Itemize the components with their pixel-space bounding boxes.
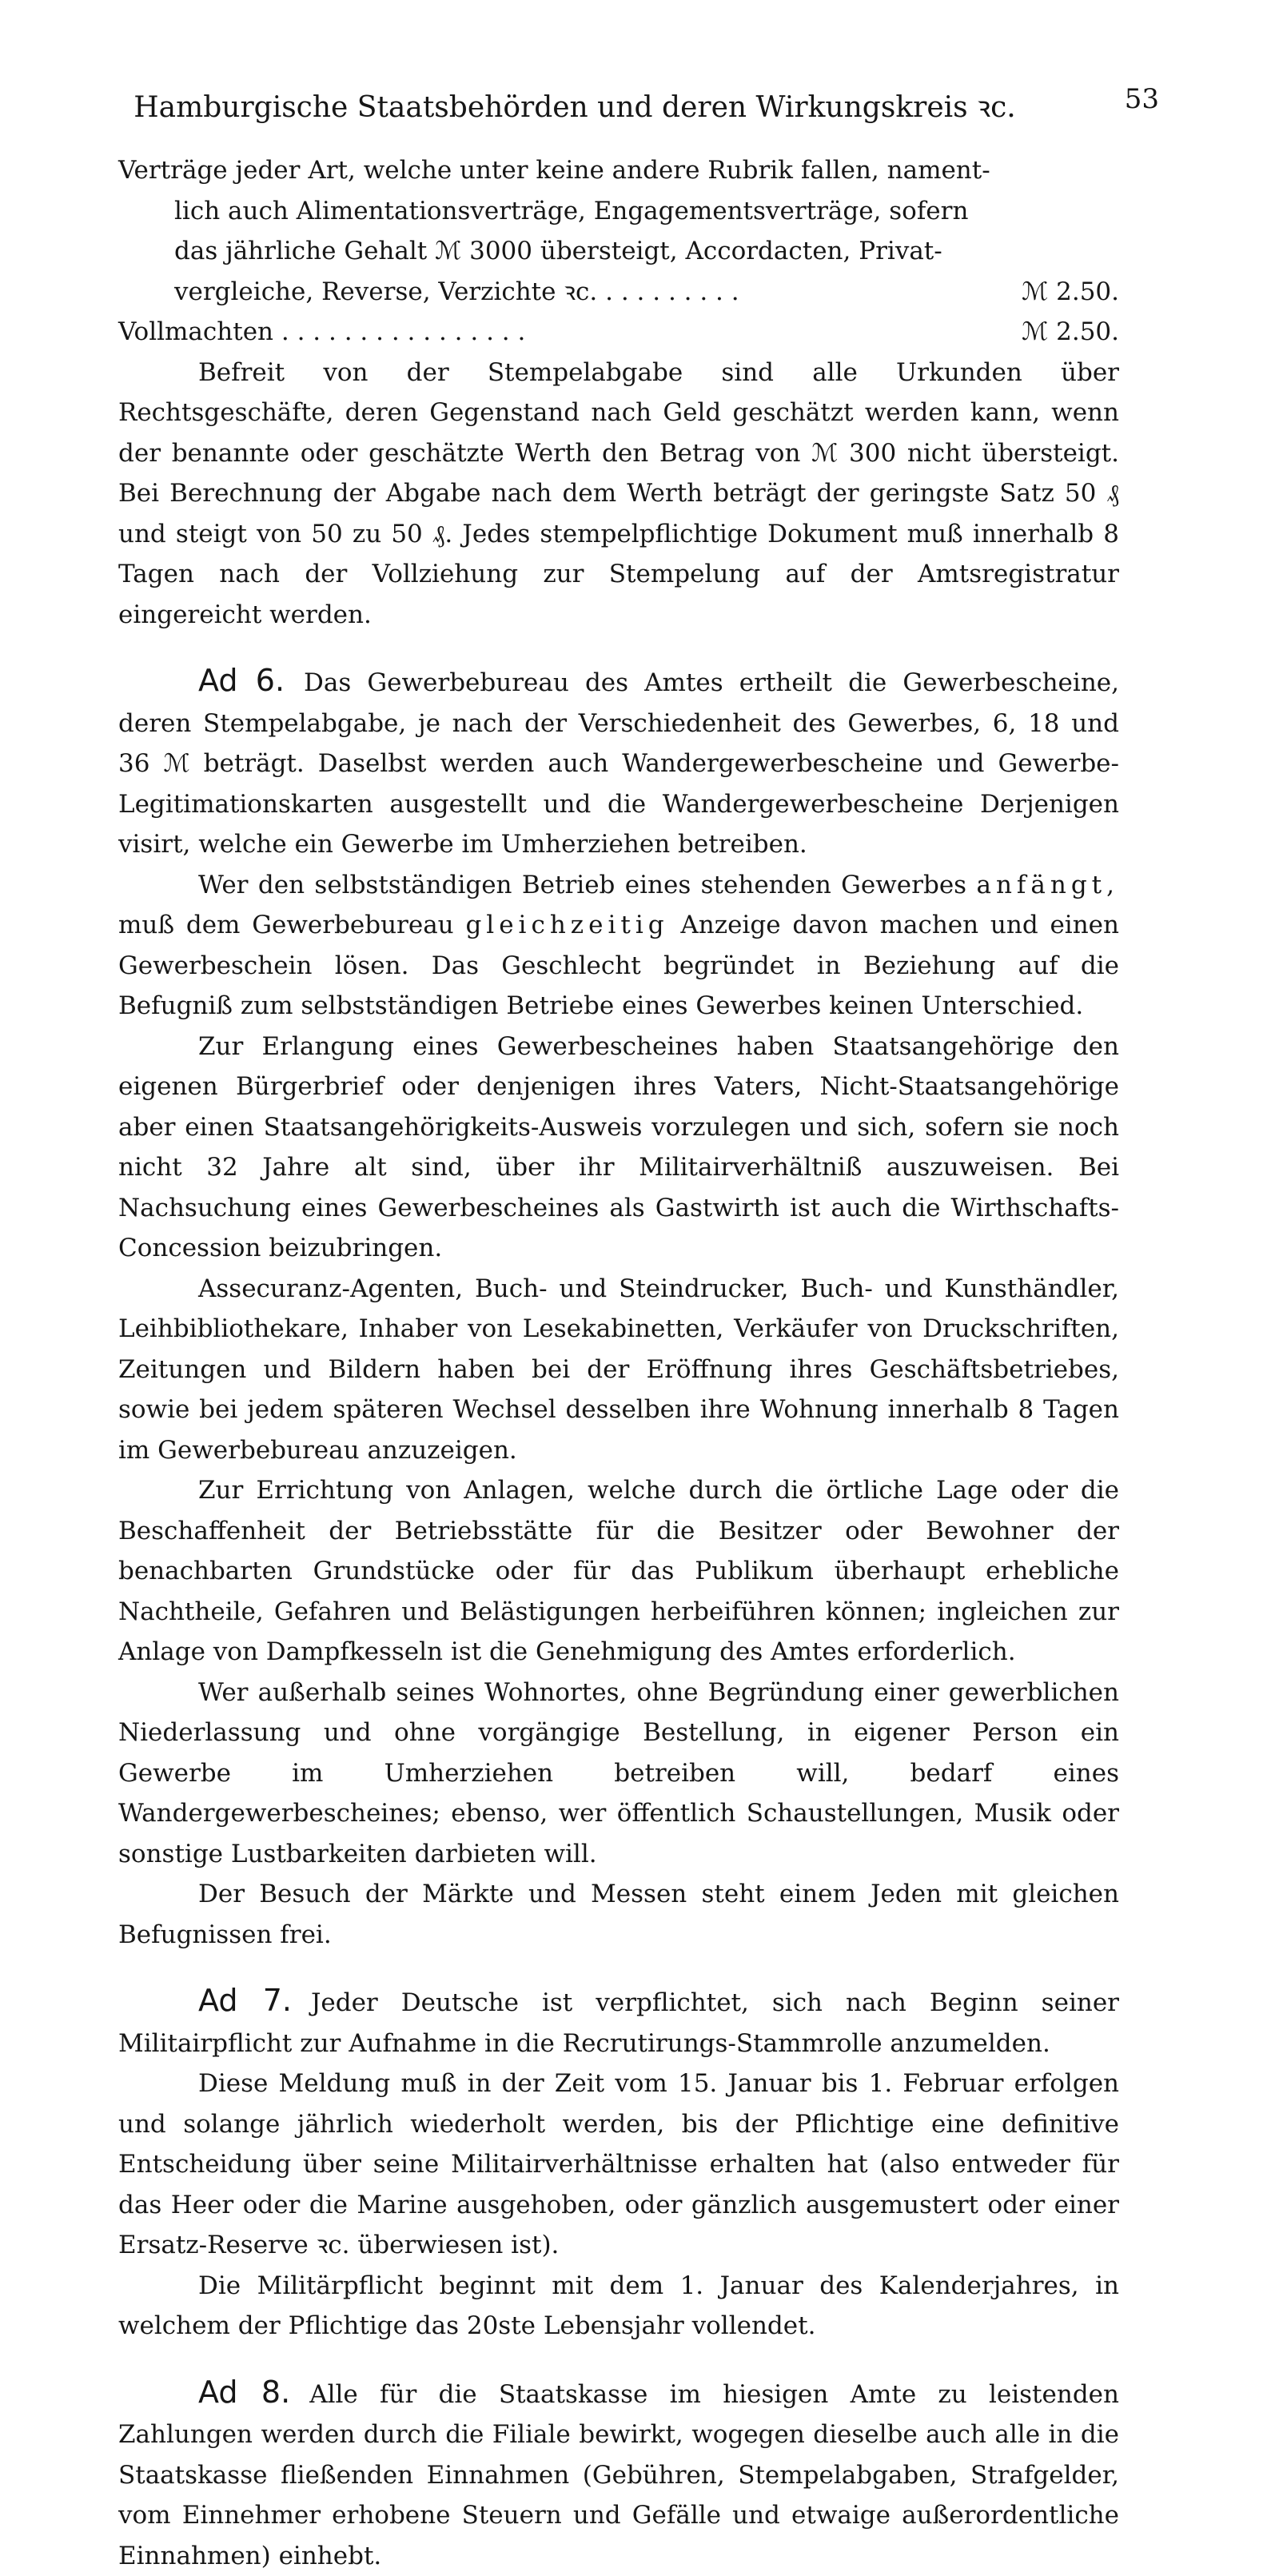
- paragraph-text: Anzeige davon machen und einen Gewerbeschein lösen. Das Geschlecht begründet in Beziehung auf die Befugniß zum selbstständigen Betriebe eines Gewerbes keinen Unterschied.: [118, 911, 1119, 1020]
- paragraph: [118, 865, 1119, 1027]
- stamp-duty-paragraph: Befreit von der Stempelabgabe sind alle Urkunden über Rechtsgeschäfte, deren Gegenstand nach Geld geschätzt werden kann, wenn der benannte oder geschätzte Werth den Betrag von ℳ 300 nicht übersteigt. Bei Berechnung der Abgabe nach dem Werth beträgt der geringste Satz 50 ₰ und steigt von 50 zu 50 ₰. Jedes stempelpflichtige Dokument muß innerhalb 8 Tagen nach der Vollziehung zur Stempelung auf der Amtsregistratur eingereicht werden.: [118, 353, 1119, 636]
- section-label: Ad 6.: [198, 663, 285, 698]
- running-head-title: Hamburgische Staatsbehörden und deren Wirkungskreis ꝛc.: [133, 91, 1016, 124]
- fee-line-text: das jährliche Gehalt ℳ 3000 übersteigt, Accordacten, Privat-: [174, 231, 1119, 272]
- fee-line-text: Vollmachten . . . . . . . . . . . . . . . .: [118, 312, 1007, 353]
- paragraph: Alle für die Staatskasse im hiesigen Amte zu leistenden Zahlungen werden durch die Filiale bewirkt, wogegen dieselbe auch alle in die Staatskasse fließenden Einnahmen (Gebühren, Stempelabgaben, Strafgelder, vom Einnehmer erhobene Steuern und Gefälle und etwaige außerordentliche Einnahmen) einhebt.: [118, 2380, 1119, 2570]
- paragraph-text: Wer den selbstständigen Betrieb eines stehenden Gewerbes: [198, 871, 966, 899]
- paragraph-text: muß dem Gewerbebureau: [118, 911, 454, 939]
- paragraph: Der Besuch der Märkte und Messen steht einem Jeden mit gleichen Befugnissen frei.: [118, 1874, 1119, 1955]
- running-head: [118, 86, 1119, 150]
- fee-line-text: Verträge jeder Art, welche unter keine andere Rubrik fallen, nament-: [118, 150, 1119, 191]
- fee-line: [118, 272, 1119, 313]
- paragraph: Zur Erlangung eines Gewerbescheines haben Staatsangehörige den eigenen Bürgerbrief oder denjenigen ihres Vaters, Nicht-Staatsangehörige aber einen Staatsangehörigkeits-Ausweis vorzulegen und sich, sofern sie noch nicht 32 Jahre alt sind, über ihr Militairverhältniß auszuweisen. Bei Nachsuchung eines Gewerbescheines als Gastwirth ist auch die Wirthschafts-Concession beizubringen.: [118, 1027, 1119, 1269]
- emphasis-text: anfängt,: [976, 871, 1119, 899]
- fee-line: [118, 231, 1119, 272]
- paragraph: Diese Meldung muß in der Zeit vom 15. Januar bis 1. Februar erfolgen und solange jährlich wiederholt werden, bis der Pflichtige eine definitive Entscheidung über seine Militairverhältnisse erhalten hat (also entweder für das Heer oder die Marine ausgehoben, oder gänzlich ausgemustert oder einer Ersatz-Reserve ꝛc. überwiesen ist).: [118, 2064, 1119, 2266]
- section-label: Ad 8.: [198, 2375, 290, 2410]
- paragraph: Die Militärpflicht beginnt mit dem 1. Januar des Kalenderjahres, in welchem der Pflichtige das 20ste Lebensjahr vollendet.: [118, 2266, 1119, 2347]
- paragraph: Zur Errichtung von Anlagen, welche durch die örtliche Lage oder die Beschaffenheit der Betriebsstätte für die Besitzer oder Bewohner der benachbarten Grundstücke oder für das Publikum überhaupt erhebliche Nachtheile, Gefahren und Belästigungen herbeiführen können; ingleichen zur Anlage von Dampfkesseln ist die Genehmigung des Amtes erforderlich.: [118, 1470, 1119, 1673]
- section-label: Ad 7.: [198, 1983, 292, 2018]
- paragraph: Wer außerhalb seines Wohnortes, ohne Begründung einer gewerblichen Niederlassung und ohne vorgängige Bestellung, in eigener Person ein Gewerbe im Umherziehen betreiben will, bedarf eines Wandergewerbescheines; ebenso, wer öffentlich Schaustellungen, Musik oder sonstige Lustbarkeiten darbieten will.: [118, 1673, 1119, 1875]
- fee-line: [118, 312, 1119, 353]
- section-ad-8: [118, 2372, 1119, 2576]
- fee-line-text: vergleiche, Reverse, Verzichte ꝛc. . . . . . . . . .: [174, 272, 1007, 313]
- paragraph: Das Gewerbebureau des Amtes ertheilt die Gewerbescheine, deren Stempelabgabe, je nach der Verschiedenheit des Gewerbes, 6, 18 und 36 ℳ beträgt. Daselbst werden auch Wandergewerbescheine und Gewerbe-Legitimationskarten ausgestellt und die Wandergewerbescheine Derjenigen visirt, welche ein Gewerbe im Umherziehen betreiben.: [118, 668, 1119, 859]
- paragraph: Jeder Deutsche ist verpflichtet, sich nach Beginn seiner Militairpflicht zur Aufnahme in die Recrutirungs-Stammrolle anzumelden.: [118, 1988, 1119, 2058]
- fee-line: [118, 191, 1119, 232]
- fee-line-text: lich auch Alimentationsverträge, Engagementsverträge, sofern: [174, 191, 1119, 232]
- fee-list: [118, 150, 1119, 635]
- fee-price: ℳ 2.50.: [1007, 312, 1119, 353]
- fee-price: ℳ 2.50.: [1007, 272, 1119, 313]
- section-ad-6: [118, 660, 1119, 1955]
- paragraph: Assecuranz-Agenten, Buch- und Steindrucker, Buch- und Kunsthändler, Leihbibliothekare, Inhaber von Lesekabinetten, Verkäufer von Druckschriften, Zeitungen und Bildern haben bei der Eröffnung ihres Geschäftsbetriebes, sowie bei jedem späteren Wechsel desselben ihre Wohnung innerhalb 8 Tagen im Gewerbebureau anzuzeigen.: [118, 1269, 1119, 1471]
- emphasis-text: gleichzeitig: [465, 911, 668, 939]
- fee-line: [118, 150, 1119, 191]
- page-number: 53: [1125, 83, 1159, 115]
- section-ad-7: [118, 1980, 1119, 2347]
